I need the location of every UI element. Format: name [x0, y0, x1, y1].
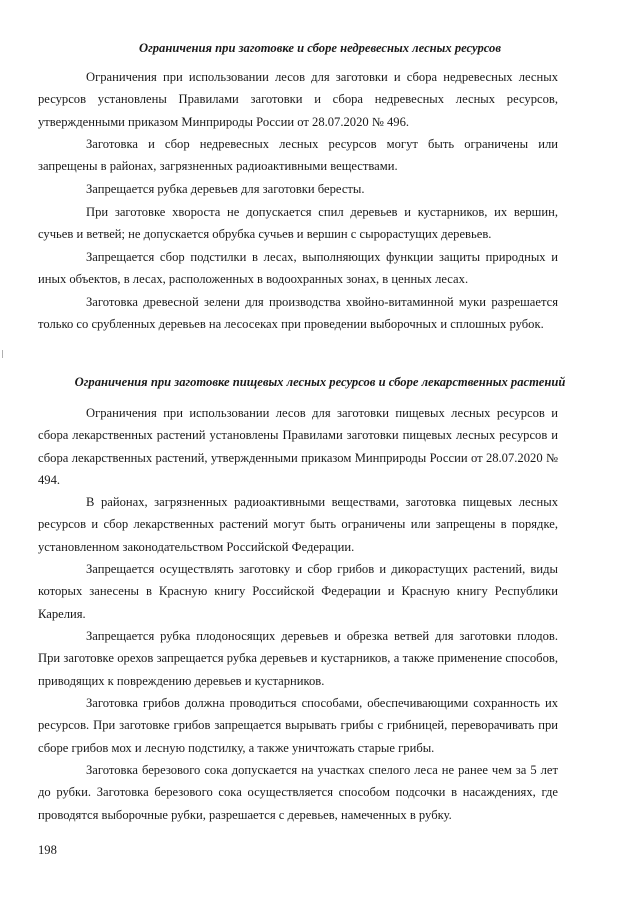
paragraph: Заготовка и сбор недревесных лесных ресурсов могут быть ограничены или запрещены в районах, загрязненных радиоактивными веществами. [38, 137, 558, 174]
scan-artifact [2, 350, 3, 358]
paragraph: Заготовка древесной зелени для производства хвойно-витаминной муки разрешается только со срубленных деревьев на лесосеках при проведении выборочных и сплошных рубок. [38, 295, 558, 332]
paragraph: Заготовка грибов должна проводиться способами, обеспечивающими сохранность их ресурсов. При заготовке грибов запрещается вырывать грибы с грибницей, переворачивать при сборе грибов мох и лесную подстилку, а также уничтожать старые грибы. [38, 696, 558, 755]
page-number: 198 [38, 843, 57, 857]
paragraph: Ограничения при использовании лесов для заготовки и сбора недревесных лесных ресурсов установлены Правилами заготовки и сбора недревесных лесных ресурсов, утвержденными приказом Минприроды России от 28.07.2020 № 496. [38, 70, 558, 129]
paragraph: В районах, загрязненных радиоактивными веществами, заготовка пищевых лесных ресурсов и сбор лекарственных растений могут быть ограничены или запрещены в порядке, установленном законодательством Российской Федерации. [38, 495, 558, 554]
paragraph: Запрещается осуществлять заготовку и сбор грибов и дикорастущих растений, виды которых занесены в Красную книгу Российской Федерации и Красную книгу Республики Карелия. [38, 562, 558, 621]
section-heading-food-medicinal: Ограничения при заготовке пищевых лесных ресурсов и сборе лекарственных растений [74, 375, 566, 389]
paragraph: Запрещается сбор подстилки в лесах, выполняющих функции защиты природных и иных объектов, в лесах, расположенных в водоохранных зонах, в ценных лесах. [38, 250, 558, 287]
paragraph: Ограничения при использовании лесов для заготовки пищевых лесных ресурсов и сбора лекарственных растений установлены Правилами заготовки пищевых лесных ресурсов и сбора лекарственных растений, утвержденными приказом Минприроды России от 28.07.2020 № 494. [38, 406, 558, 488]
paragraph: Запрещается рубка деревьев для заготовки бересты. [86, 182, 365, 196]
paragraph: Заготовка березового сока допускается на участках спелого леса не ранее чем за 5 лет до рубки. Заготовка березового сока осуществляется способом подсочки в насаждениях, где проводятся выборочные рубки, разрешается с деревьев, намеченных в рубку. [38, 763, 558, 822]
paragraph: При заготовке хвороста не допускается спил деревьев и кустарников, их вершин, сучьев и ветвей; не допускается обрубка сучьев и вершин с сырорастущих деревьев. [38, 205, 558, 242]
section-heading-nonwood: Ограничения при заготовке и сборе недревесных лесных ресурсов [139, 41, 501, 55]
paragraph: Запрещается рубка плодоносящих деревьев и обрезка ветвей для заготовки плодов. При заготовке орехов запрещается рубка деревьев и кустарников, а также применение способов, приводящих к повреждению деревьев и кустарников. [38, 629, 558, 688]
